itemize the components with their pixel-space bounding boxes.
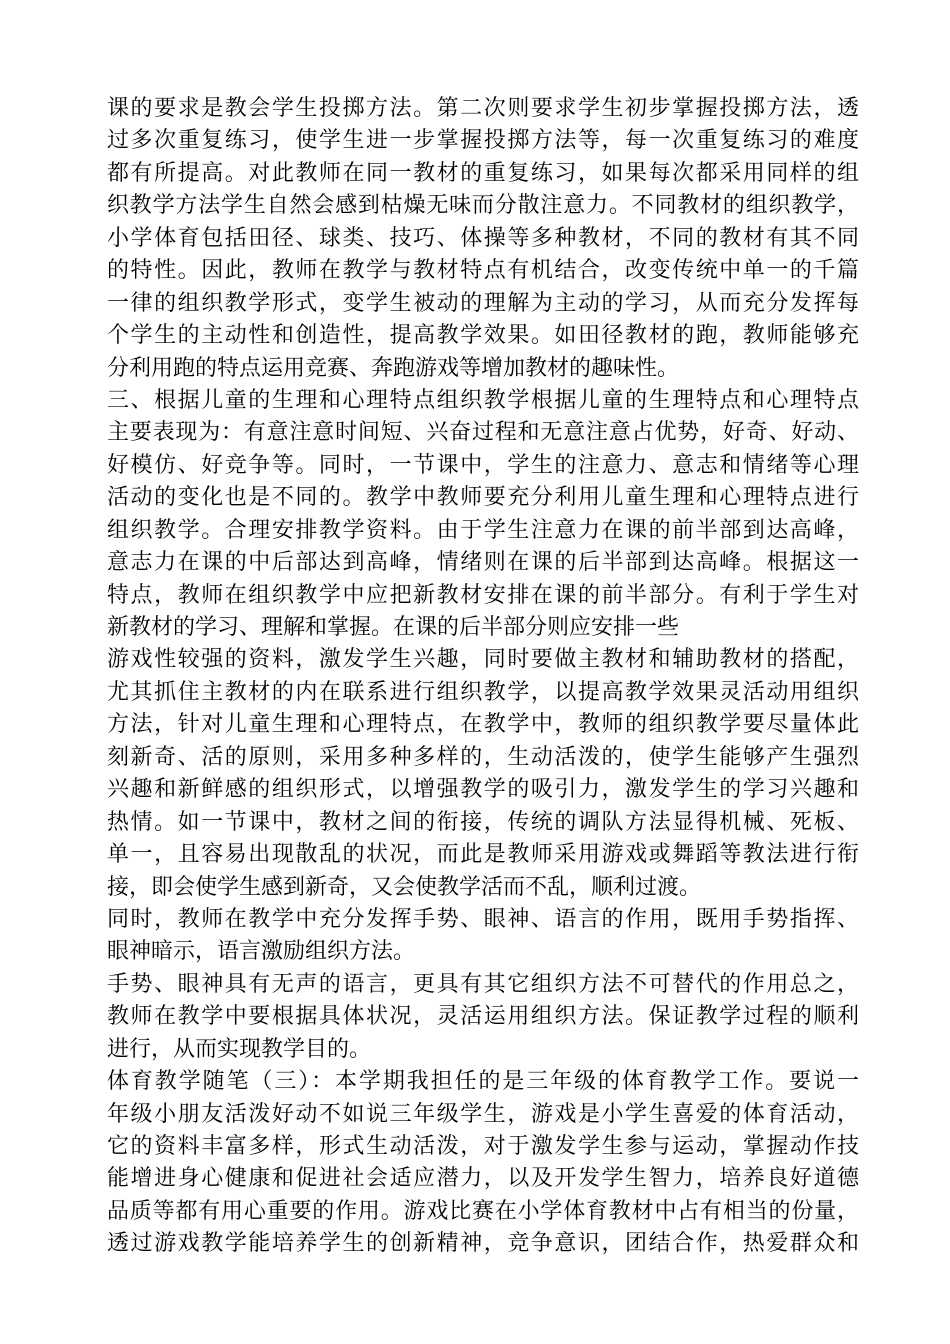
text-line: 热情。如一节课中，教材之间的衔接，传统的调队方法显得机械、死板、	[107, 809, 859, 835]
text-line: 方法，针对儿童生理和心理特点，在教学中，教师的组织教学要尽量体此	[107, 712, 859, 738]
text-line: 游戏性较强的资料，激发学生兴趣，同时要做主教材和辅助教材的搭配，	[107, 647, 859, 673]
text-line: 都有所提高。对此教师在同一教材的重复练习，如果每次都采用同样的组	[107, 160, 859, 186]
text-line: 课的要求是教会学生投掷方法。第二次则要求学生初步掌握投掷方法，透	[107, 96, 859, 121]
text-line: 体育教学随笔（三）：本学期我担任的是三年级的体育教学工作。要说一	[107, 1069, 859, 1095]
text-line: 品质等都有用心重要的作用。游戏比赛在小学体育教材中占有相当的份量，	[107, 1198, 859, 1224]
text-line: 同时，教师在教学中充分发挥手势、眼神、语言的作用，既用手势指挥、	[107, 906, 859, 932]
text-line: 活动的变化也是不同的。教学中教师要充分利用儿童生理和心理特点进行	[107, 485, 859, 511]
text-line: 接，即会使学生感到新奇，又会使教学活而不乱，顺利过渡。	[107, 874, 702, 900]
text-line: 组织教学。合理安排教学资料。由于学生注意力在课的前半部到达高峰，	[107, 517, 859, 543]
text-line: 教师在教学中要根据具体状况，灵活运用组织方法。保证教学过程的顺利	[107, 1004, 859, 1030]
text-line: 意志力在课的中后部达到高峰，情绪则在课的后半部到达高峰。根据这一	[107, 550, 859, 576]
text-line: 小学体育包括田径、球类、技巧、体操等多种教材，不同的教材有其不同	[107, 225, 859, 251]
text-line: 兴趣和新鲜感的组织形式，以增强教学的吸引力，激发学生的学习兴趣和	[107, 777, 859, 803]
text-line: 织教学方法学生自然会感到枯燥无味而分散注意力。不同教材的组织教学，	[107, 193, 859, 219]
text-line: 眼神暗示，语言激励组织方法。	[107, 939, 416, 965]
text-line: 刻新奇、活的原则，采用多种多样的，生动活泼的，使学生能够产生强烈	[107, 744, 859, 770]
text-line: 透过游戏教学能培养学生的创新精神，竞争意识，团结合作，热爱群众和	[107, 1231, 859, 1257]
text-line: 特点，教师在组织教学中应把新教材安排在课的前半部分。有利于学生对	[107, 582, 859, 608]
text-line: 好模仿、好竞争等。同时，一节课中，学生的注意力、意志和情绪等心理	[107, 452, 859, 478]
document-body	[107, 93, 859, 1261]
text-line: 个学生的主动性和创造性，提高教学效果。如田径教材的跑，教师能够充	[107, 323, 859, 349]
text-line: 年级小朋友活泼好动不如说三年级学生，游戏是小学生喜爱的体育活动，	[107, 1101, 859, 1127]
text-line: 单一，且容易出现散乱的状况，而此是教师采用游戏或舞蹈等教法进行衔	[107, 842, 859, 868]
text-line: 三、根据儿童的生理和心理特点组织教学根据儿童的生理特点和心理特点	[107, 387, 859, 413]
text-line: 尤其抓住主教材的内在联系进行组织教学，以提高教学效果灵活动用组织	[107, 679, 859, 705]
text-line: 进行，从而实现教学目的。	[107, 1036, 372, 1062]
text-line: 它的资料丰富多样，形式生动活泼，对于激发学生参与运动，掌握动作技	[107, 1134, 859, 1159]
text-line: 分利用跑的特点运用竞赛、奔跑游戏等增加教材的趣味性。	[107, 355, 680, 381]
text-line: 的特性。因此，教师在教学与教材特点有机结合，改变传统中单一的千篇	[107, 258, 859, 284]
text-line: 过多次重复练习，使学生进一步掌握投掷方法等，每一次重复练习的难度	[107, 128, 859, 154]
text-line: 手势、眼神具有无声的语言，更具有其它组织方法不可替代的作用总之，	[107, 971, 859, 997]
text-line: 能增进身心健康和促进社会适应潜力，以及开发学生智力，培养良好道德	[107, 1166, 859, 1192]
text-line: 新教材的学习、理解和掌握。在课的后半部分则应安排一些	[107, 615, 680, 640]
text-line: 一律的组织教学形式，变学生被动的理解为主动的学习，从而充分发挥每	[107, 290, 859, 316]
text-line: 主要表现为：有意注意时间短、兴奋过程和无意注意占优势，好奇、好动、	[107, 420, 859, 446]
